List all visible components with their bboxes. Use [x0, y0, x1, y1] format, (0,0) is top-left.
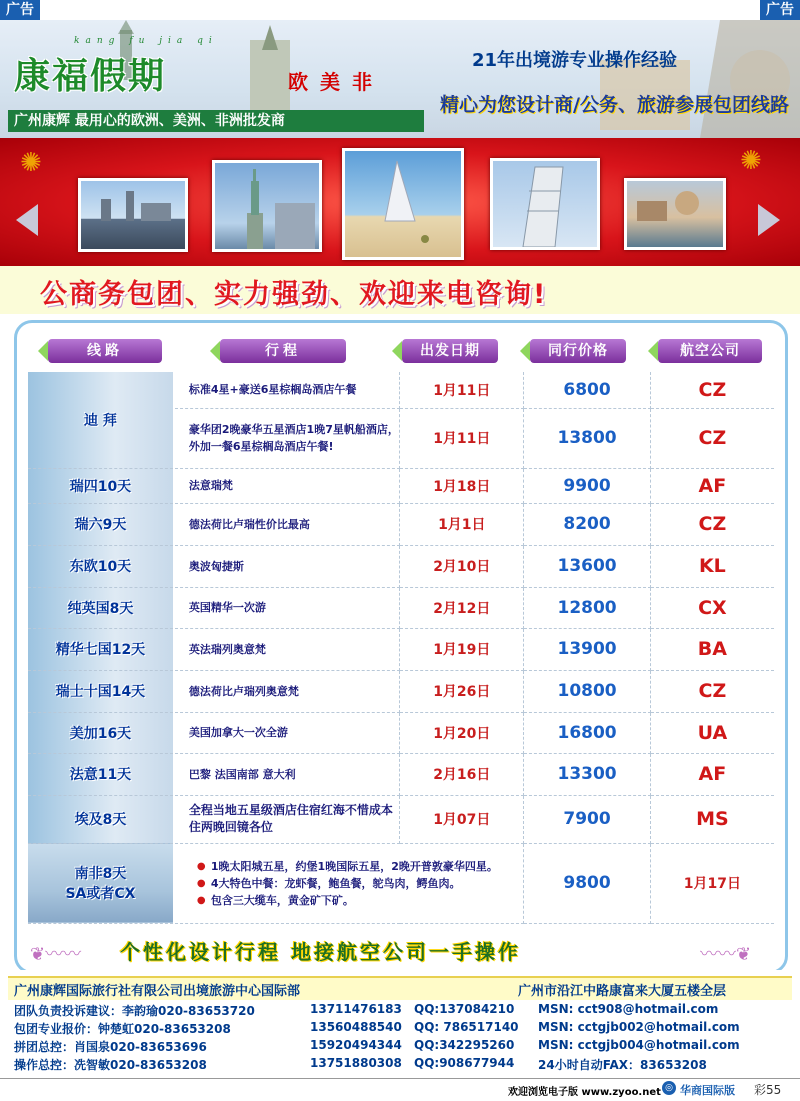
itinerary-cell: 奥波匈捷斯: [174, 545, 400, 587]
main-slogan: 公商务包团、实力强劲、欢迎来电咨询!: [40, 279, 548, 310]
contact-msn: 24小时自动FAX：83653208: [538, 1058, 707, 1072]
contact-label: 包团专业报价：钟楚虹020-83653208: [14, 1022, 231, 1036]
price-cell: 16800: [524, 712, 650, 753]
header-airline: 航空公司: [658, 339, 762, 363]
airline-cell: AF: [650, 753, 774, 795]
route-cell: [28, 843, 174, 923]
itinerary-bullets: [197, 858, 523, 909]
airline-cell: KL: [650, 545, 774, 587]
header-price: 同行价格: [530, 339, 626, 363]
route-cell: 美加16天: [28, 712, 174, 753]
price-cell: 6800: [524, 372, 650, 408]
contact-mobile: 13711476183: [310, 1002, 402, 1016]
airline-cell: UA: [650, 712, 774, 753]
next-arrow-icon[interactable]: [758, 204, 780, 236]
date-cell: 1月1日: [400, 503, 524, 545]
contact-qq: QQ:137084210: [414, 1002, 515, 1016]
contact-row: [14, 1002, 794, 1020]
contact-row: [14, 1038, 794, 1056]
swirl-ornament-icon: ❦〰〰: [30, 944, 82, 965]
header-date: 出发日期: [402, 339, 498, 363]
contact-label: 拼团总控：肖国泉020-83653696: [14, 1040, 207, 1054]
airline-cell: CX: [650, 587, 774, 628]
table-row: [28, 628, 774, 670]
contact-label: 团队负责投诉建议：李韵瑜020-83653720: [14, 1004, 255, 1018]
contact-msn: MSN: cctgjb002@hotmail.com: [538, 1020, 740, 1034]
table-row: [28, 795, 774, 843]
route-cell: 精华七国12天: [28, 628, 174, 670]
photo-burj-al-arab: [342, 148, 464, 260]
contact-row: [14, 1020, 794, 1038]
header-route: 线路: [48, 339, 162, 363]
price-cell: 10800: [524, 670, 650, 712]
contact-mobile: 13751880308: [310, 1056, 402, 1070]
table-row: [28, 753, 774, 795]
itinerary-cell: [174, 843, 524, 923]
table-row: [28, 468, 774, 503]
route-cell: 瑞士十国14天: [28, 670, 174, 712]
price-cell: 13900: [524, 628, 650, 670]
contact-msn: MSN: cctgjb004@hotmail.com: [538, 1038, 740, 1052]
table-row: [28, 587, 774, 628]
price-cell: 13800: [524, 408, 650, 468]
photo-venice: [624, 178, 726, 250]
page-footer-line: [0, 1078, 800, 1101]
logo: 康福假期: [14, 55, 167, 97]
itinerary-cell: 德法荷比卢瑞性价比最高: [174, 503, 400, 545]
header-slogan: 精心为您设计商/公务、旅游参展包团线路: [440, 94, 789, 116]
route-cell: 迪 拜: [28, 372, 174, 468]
airline-cell: CZ: [650, 503, 774, 545]
price-cell: 8200: [524, 503, 650, 545]
route-cell: 东欧10天: [28, 545, 174, 587]
page-number: 彩55: [754, 1083, 782, 1097]
photo-banner: [0, 138, 800, 266]
price-cell: 9800: [524, 843, 650, 923]
table-row: [28, 503, 774, 545]
date-cell: 1月20日: [400, 712, 524, 753]
date-cell: 1月07日: [400, 795, 524, 843]
ad-tag-right: 广告: [760, 0, 800, 20]
date-cell: 2月16日: [400, 753, 524, 795]
date-cell: 1月19日: [400, 628, 524, 670]
itinerary-cell: 法意瑞梵: [174, 468, 400, 503]
airline-cell: BA: [650, 628, 774, 670]
date-cell: 1月17日: [650, 843, 774, 923]
itinerary-table: [28, 372, 774, 924]
route-line: SA或者CX: [65, 886, 136, 902]
contact-row: [14, 1056, 794, 1074]
logo-pinyin: kang fu jia qi: [74, 36, 218, 46]
price-cell: 13300: [524, 753, 650, 795]
airline-cell: CZ: [650, 372, 774, 408]
site-url[interactable]: 欢迎浏览电子版 www.zyoo.net: [508, 1087, 661, 1098]
firework-icon: ✺: [20, 148, 42, 178]
airline-cell: MS: [650, 795, 774, 843]
itinerary-cell: 巴黎 法国南部 意大利: [174, 753, 400, 795]
experience-label: 21年出境游专业操作经验: [472, 50, 678, 71]
table-row: [28, 712, 774, 753]
bullet-item: ● 1晚太阳城五星，约堡1晚国际五星，2晚开普敦豪华四星。: [211, 858, 523, 875]
date-cell: 2月12日: [400, 587, 524, 628]
table-row: [28, 372, 774, 408]
brand-name: 华商国际版: [680, 1084, 735, 1097]
contact-label: 操作总控：冼智敏020-83653208: [14, 1058, 207, 1072]
itinerary-cell: 美国加拿大一次全游: [174, 712, 400, 753]
price-cell: 7900: [524, 795, 650, 843]
itinerary-cell: 英国精华一次游: [174, 587, 400, 628]
tagline: 广州康辉 最用心的欧洲、美洲、非洲批发商: [8, 110, 424, 132]
ad-tag-left: 广告: [0, 0, 40, 20]
route-line: 南非8天: [74, 866, 127, 882]
header: [0, 20, 800, 138]
firework-icon: ✺: [740, 146, 762, 176]
itinerary-cell: 标准4星+豪送6星棕榈岛酒店午餐: [174, 372, 400, 408]
date-cell: 1月26日: [400, 670, 524, 712]
price-cell: 9900: [524, 468, 650, 503]
date-cell: 1月11日: [400, 372, 524, 408]
company-name: 广州康辉国际旅行社有限公司出境旅游中心国际部: [14, 984, 301, 999]
contact-mobile: 15920494344: [310, 1038, 402, 1052]
table-row: [28, 670, 774, 712]
itinerary-cell: 豪华团2晚豪华五星酒店1晚7星帆船酒店，外加一餐6星棕榈岛酒店午餐!: [174, 408, 400, 468]
contact-msn: MSN: cct908@hotmail.com: [538, 1002, 719, 1016]
airline-cell: CZ: [650, 670, 774, 712]
photo-statue-of-liberty: [212, 160, 322, 252]
bullet-item: ● 4大特色中餐：龙虾餐，鲍鱼餐，鸵鸟肉，鳄鱼肉。: [211, 875, 523, 892]
route-cell: 瑞六9天: [28, 503, 174, 545]
airline-cell: CZ: [650, 408, 774, 468]
contact-qq: QQ:908677944: [414, 1056, 515, 1070]
brand-logo-icon: ◎: [662, 1081, 676, 1095]
itinerary-cell: 全程当地五星级酒店住宿红海不惜成本住两晚回镜各位: [174, 795, 400, 843]
route-cell: 瑞四10天: [28, 468, 174, 503]
date-cell: 2月10日: [400, 545, 524, 587]
bullet-item: ● 包含三大缆车，黄金矿下矿。: [211, 892, 523, 909]
itinerary-cell: 英法瑞列奥意梵: [174, 628, 400, 670]
date-cell: 1月18日: [400, 468, 524, 503]
route-cell: 纯英国8天: [28, 587, 174, 628]
route-cell: 法意11天: [28, 753, 174, 795]
company-address: 广州市沿江中路康富来大厦五楼全层: [518, 984, 727, 999]
itinerary-cell: 德法荷比卢瑞列奥意梵: [174, 670, 400, 712]
contact-qq: QQ:342295260: [414, 1038, 515, 1052]
swirl-ornament-icon: 〰〰❦: [700, 944, 752, 965]
price-cell: 12800: [524, 587, 650, 628]
date-cell: 1月11日: [400, 408, 524, 468]
table-row: [28, 545, 774, 587]
price-cell: 13600: [524, 545, 650, 587]
prev-arrow-icon[interactable]: [16, 204, 38, 236]
contact-qq: QQ: 786517140: [414, 1020, 519, 1034]
regions-label: 欧美非: [288, 70, 384, 94]
header-itinerary: 行程: [220, 339, 346, 363]
photo-city-river: [78, 178, 188, 252]
airline-cell: AF: [650, 468, 774, 503]
footer-bar: [8, 976, 792, 1000]
contact-mobile: 13560488540: [310, 1020, 402, 1034]
bottom-slogan: 个性化设计行程 地接航空公司一手操作: [120, 940, 521, 964]
route-cell: 埃及8天: [28, 795, 174, 843]
table-row-south-africa: [28, 843, 774, 923]
photo-tower: [490, 158, 600, 250]
